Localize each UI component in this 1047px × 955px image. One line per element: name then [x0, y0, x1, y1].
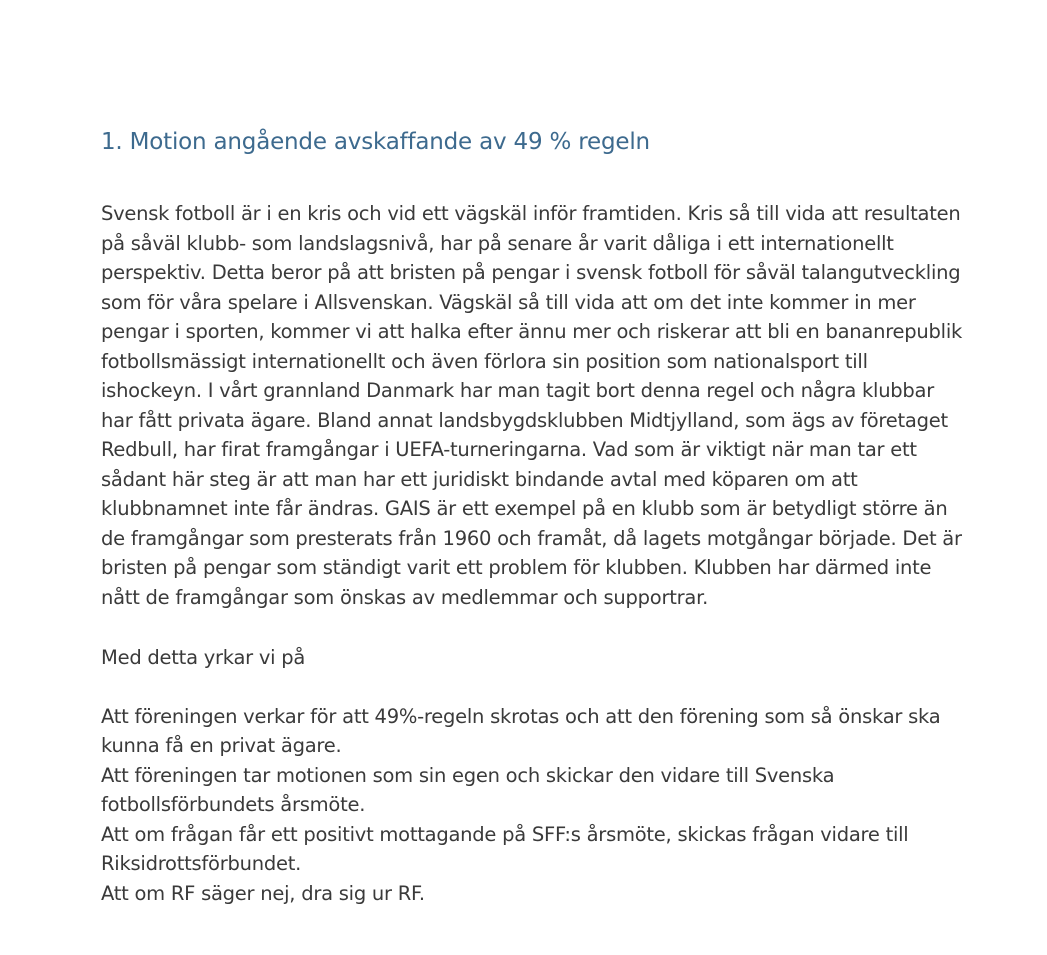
demand-item: Att om frågan får ett positivt mottagande på SFF:s årsmöte, skickas frågan vidare till Riksidrottsförbundet.	[101, 822, 909, 875]
document-page	[101, 122, 971, 908]
demand-item: Att föreningen verkar för att 49%-regeln skrotas och att den förening som så önskar ska kunna få en privat ägare.	[101, 704, 941, 757]
demands-intro: Med detta yrkar vi på	[101, 646, 306, 669]
document-body	[101, 199, 971, 908]
main-paragraph: Svensk fotboll är i en kris och vid ett vägskäl inför framtiden. Kris så till vida att resultaten på såväl klubb- som landslagsnivå, har på senare år varit dåliga i ett internationellt perspektiv. Detta beror på att bristen på pengar i svensk fotboll för såväl talangutveckling som för våra spelare i Allsvenskan. Vägskäl så till vida att om det inte kommer in mer pengar i sporten, kommer vi att halka efter ännu mer och riskerar att bli en bananrepublik fotbollsmässigt internationellt och även förlora sin position som nationalsport till ishockeyn. I vårt grannland Danmark har man tagit bort denna regel och några klubbar har fått privata ägare. Bland annat landsbygdsklubben Midtjylland, som ägs av företaget Redbull, har firat framgångar i UEFA-turneringarna. Vad som är viktigt när man tar ett sådant här steg är att man har ett juridiskt bindande avtal med köparen om att klubbnamnet inte får ändras. GAIS är ett exempel på en klubb som är betydligt större än de framgångar som presterats från 1960 och framåt, då lagets motgångar började. Det är bristen på pengar som ständigt varit ett problem för klubben. Klubben har därmed inte nått de framgångar som önskas av medlemmar och supportrar.	[101, 202, 963, 609]
motion-heading: 1. Motion angående avskaffande av 49 % regeln	[101, 129, 650, 155]
demand-item: Att om RF säger nej, dra sig ur RF.	[101, 881, 425, 905]
demand-item: Att föreningen tar motionen som sin egen och skickar den vidare till Svenska fotbollsförbundets årsmöte.	[101, 763, 835, 816]
demands-list	[101, 702, 971, 909]
